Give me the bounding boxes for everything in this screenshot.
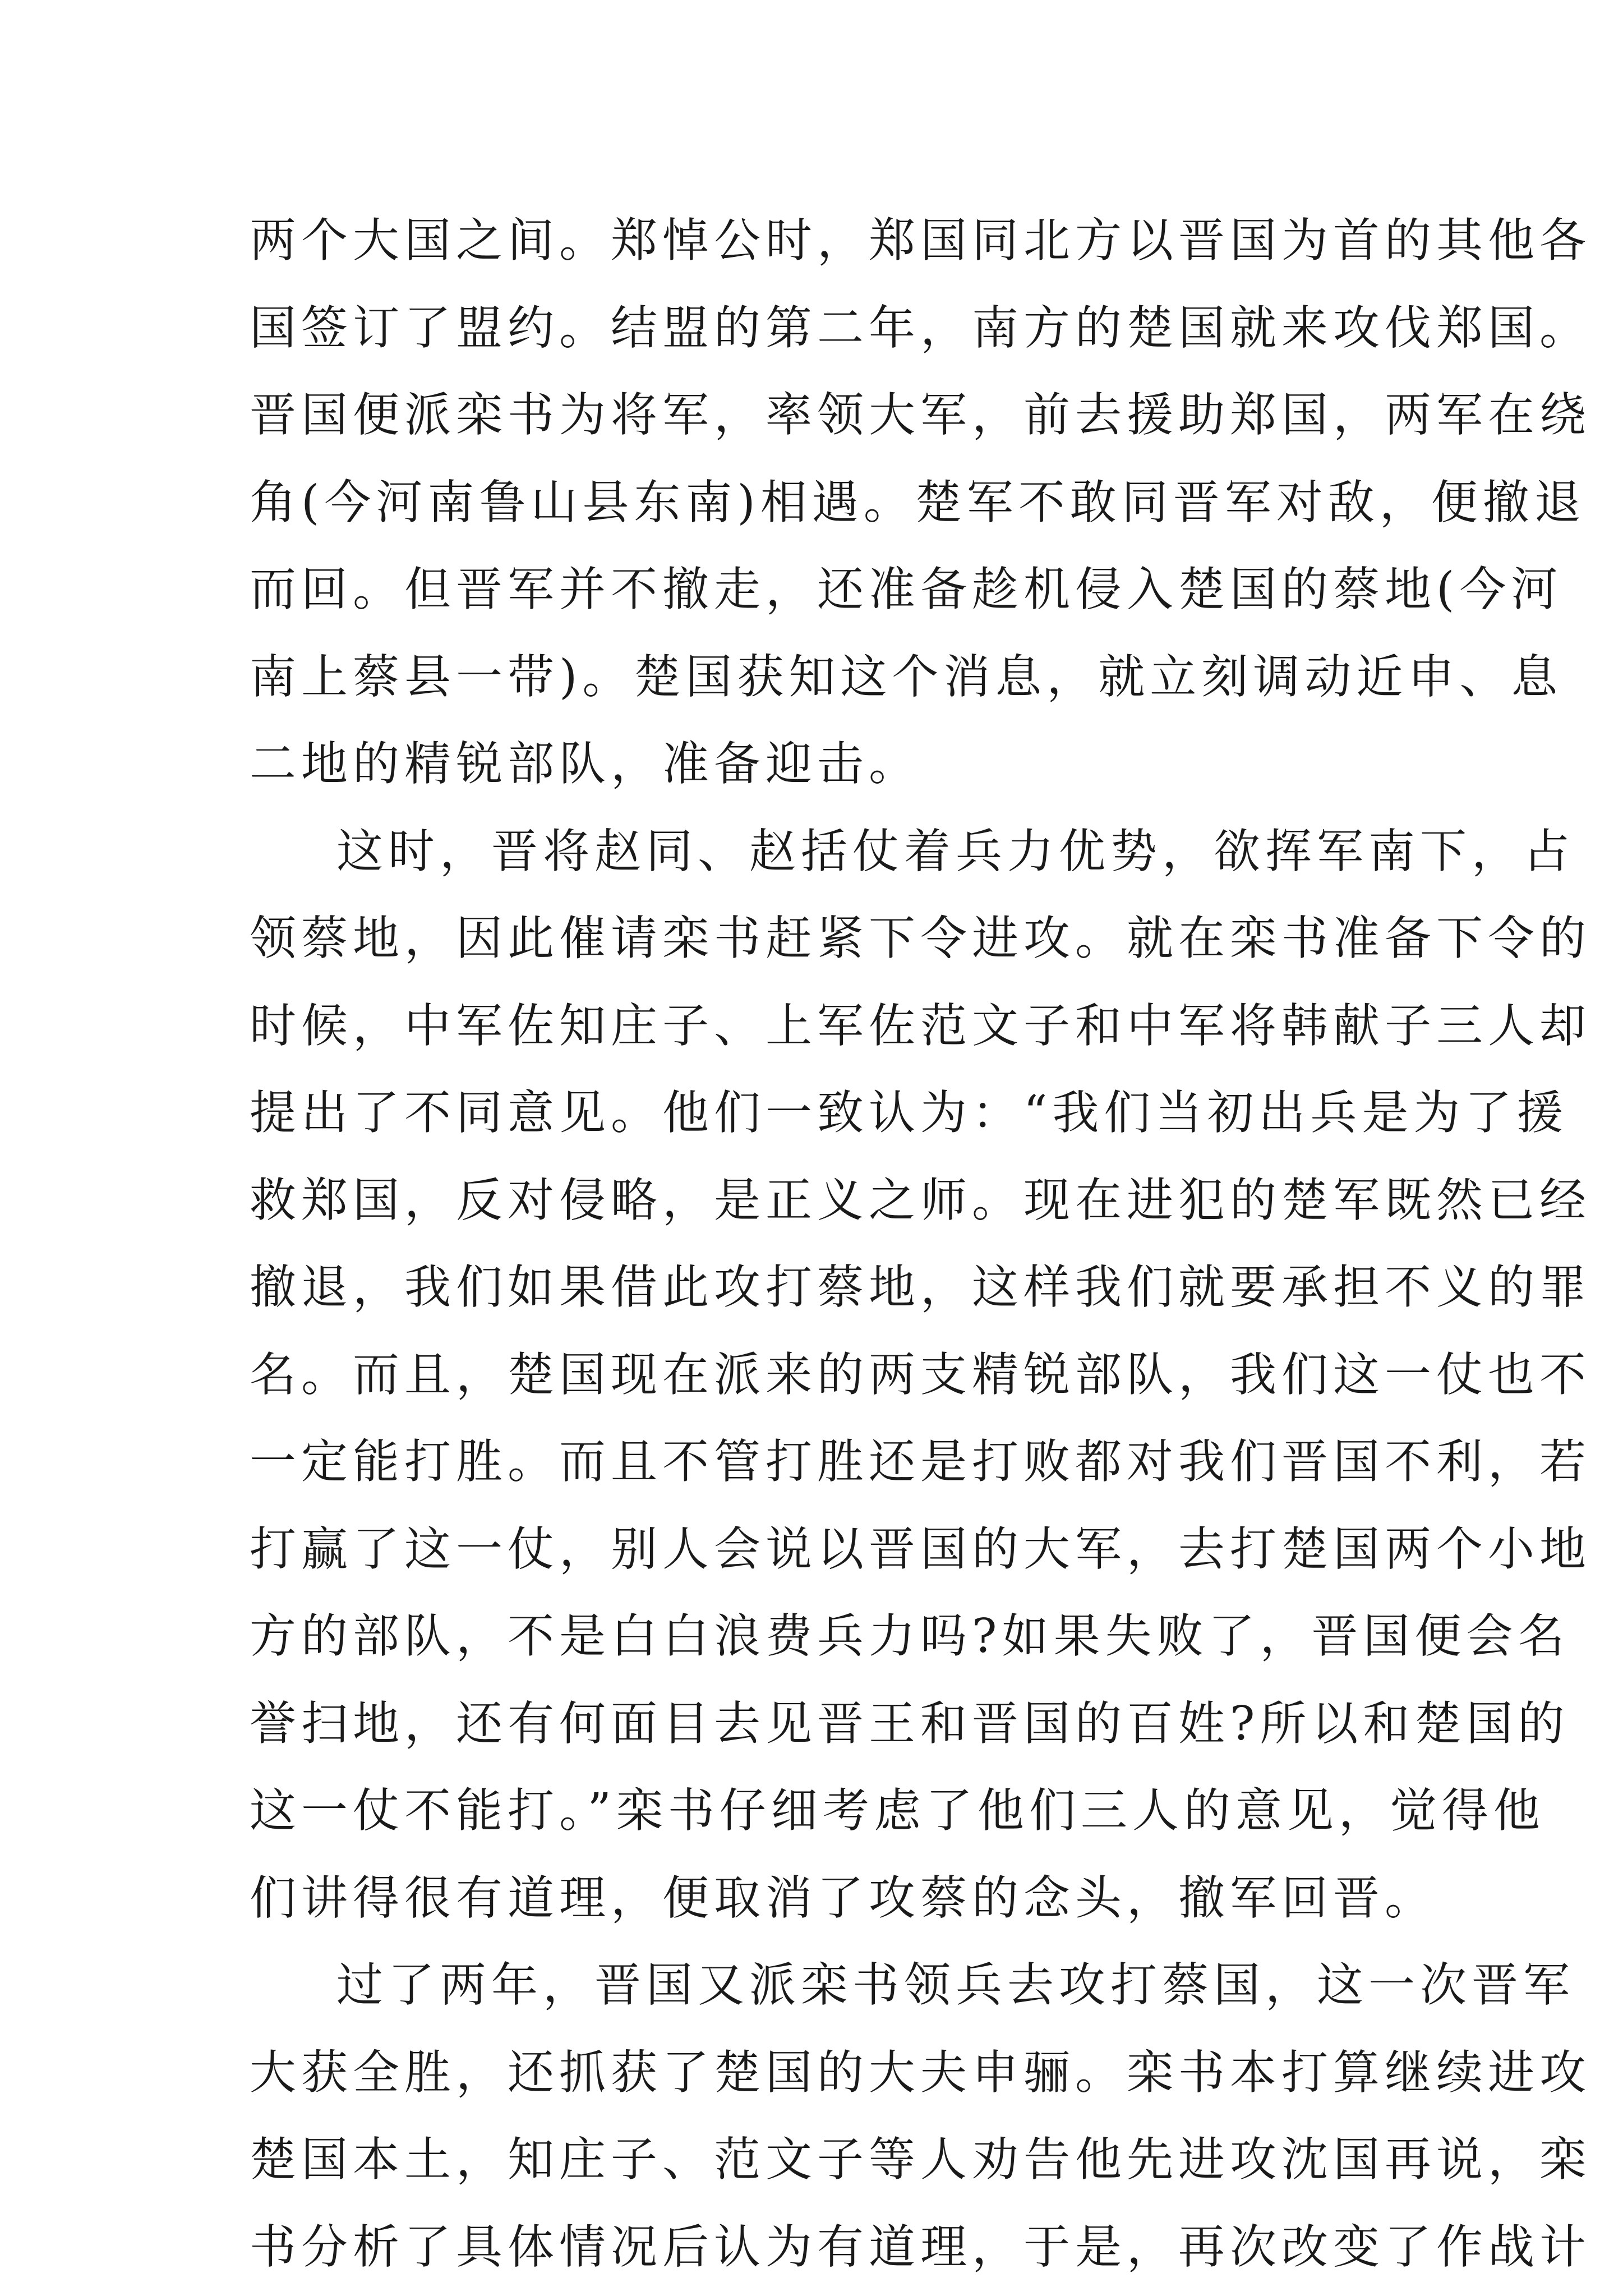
text-line: 打赢了这一仗，别人会说以晋国的大军，去打楚国两个小地 (250, 1522, 1591, 1576)
text-line: 国签订了盟约。结盟的第二年，南方的楚国就来攻伐郑国。 (250, 301, 1591, 355)
text-line: 南上蔡县一带)。楚国获知这个消息，就立刻调动近申、息 (250, 650, 1563, 704)
text-line: 时候，中军佐知庄子、上军佐范文子和中军将韩献子三人却 (250, 999, 1591, 1053)
text-line: 楚国本土，知庄子、范文子等人劝告他先进攻沈国再说，栾 (250, 2132, 1591, 2187)
text-line: 撤退，我们如果借此攻打蔡地，这样我们就要承担不义的罪 (250, 1260, 1591, 1314)
text-line: 二地的精锐部队，准备迎击。 (250, 737, 920, 791)
text-line: 而回。但晋军并不撤走，还准备趁机侵入楚国的蔡地(今河 (250, 562, 1563, 616)
paragraph-first-line: 过了两年，晋国又派栾书领兵去攻打蔡国，这一次晋军 (336, 1958, 1575, 2012)
text-line: 们讲得很有道理，便取消了攻蔡的念头，撤军回晋。 (250, 1871, 1436, 1925)
text-line: 书分析了具体情况后认为有道理，于是，再次改变了作战计 (250, 2220, 1591, 2274)
text-line: 大获全胜，还抓获了楚国的大夫申骊。栾书本打算继续进攻 (250, 2045, 1591, 2100)
text-line: 名。而且，楚国现在派来的两支精锐部队，我们这一仗也不 (250, 1347, 1591, 1402)
text-line: 晋国便派栾书为将军，率领大军，前去援助郑国，两军在绕 (250, 388, 1591, 442)
text-line: 誉扫地，还有何面目去见晋王和晋国的百姓?所以和楚国的 (250, 1696, 1570, 1751)
paragraph-first-line: 这时，晋将赵同、赵括仗着兵力优势，欲挥军南下，占 (336, 824, 1575, 878)
text-line: 领蔡地，因此催请栾书赶紧下令进攻。就在栾书准备下令的 (250, 911, 1591, 965)
text-line: 救郑国，反对侵略，是正义之师。现在进犯的楚军既然已经 (250, 1173, 1591, 1227)
text-line: 角(今河南鲁山县东南)相遇。楚军不敢同晋军对敌，便撤退 (250, 475, 1586, 530)
text-line: 方的部队，不是白白浪费兵力吗?如果失败了，晋国便会名 (250, 1609, 1570, 1663)
text-line: 提出了不同意见。他们一致认为：“我们当初出兵是为了援 (250, 1085, 1569, 1140)
text-line: 一定能打胜。而且不管打胜还是打败都对我们晋国不利，若 (250, 1434, 1591, 1489)
text-line: 这一仗不能打。”栾书仔细考虑了他们三人的意见，觉得他 (250, 1783, 1545, 1838)
text-line: 两个大国之间。郑悼公时，郑国同北方以晋国为首的其他各 (250, 213, 1591, 268)
